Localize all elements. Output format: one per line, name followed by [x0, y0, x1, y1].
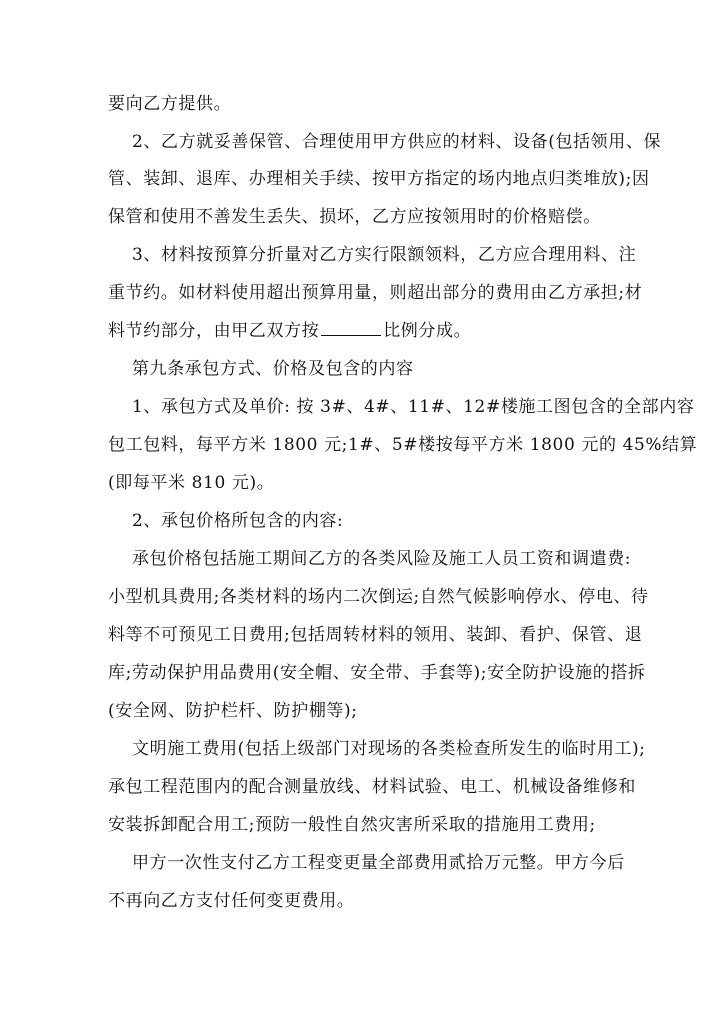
paragraph-line: 2、承包价格所包含的内容:: [132, 511, 344, 531]
paragraph-line: 1、承包方式及单价: 按 3#、4#、11#、12#楼施工图包含的全部内容: [132, 397, 695, 417]
text-line: 不再向乙方支付任何变更费用。: [108, 891, 355, 911]
text-line: 安装拆卸配合用工;预防一般性自然灾害所采取的措施用工费用;: [108, 815, 596, 835]
section-heading: 第九条承包方式、价格及包含的内容: [132, 359, 414, 379]
paragraph-line: 甲方一次性支付乙方工程变更量全部费用贰拾万元整。甲方今后: [132, 853, 625, 873]
text-line: 重节约。如材料使用超出预算用量，则超出部分的费用由乙方承担;材: [108, 283, 643, 303]
paragraph-3-line: 3、材料按预算分折量对乙方实行限额领料，乙方应合理用料、注: [132, 245, 637, 265]
fill-in-blank: [321, 319, 381, 336]
paragraph-2-line: 2、乙方就妥善保管、合理使用甲方供应的材料、设备(包括领用、保: [132, 132, 662, 152]
text-line: 保管和使用不善发生丢失、损坏，乙方应按领用时的价格赔偿。: [108, 207, 601, 227]
text-segment: 比例分成。: [383, 321, 472, 341]
text-line: (安全网、防护栏杆、防护棚等);: [108, 701, 358, 721]
text-line: 管、装卸、退库、办理相关手续、按甲方指定的场内地点归类堆放);因: [108, 169, 650, 189]
text-line: 库;劳动保护用品费用(安全帽、安全带、手套等);安全防护设施的搭拆: [108, 663, 646, 683]
text-line: 料等不可预见工日费用;包括周转材料的领用、装卸、看护、保管、退: [108, 625, 643, 645]
text-line: 包工包料，每平方米 1800 元;1#、5#楼按每平方米 1800 元的 45%结算: [108, 435, 698, 455]
text-line: 要向乙方提供。: [108, 94, 232, 114]
paragraph-line: 文明施工费用(包括上级部门对现场的各类检查所发生的临时用工);: [132, 739, 646, 759]
text-segment: 料节约部分，由甲乙双方按: [108, 321, 320, 341]
paragraph-line: 承包价格包括施工期间乙方的各类风险及施工人员工资和调遣费:: [132, 549, 632, 569]
text-line: 小型机具费用;各类材料的场内二次倒运;自然气候影响停水、停电、待: [108, 587, 649, 607]
text-line-with-blank: [108, 319, 471, 343]
text-line: 承包工程范围内的配合测量放线、材料试验、电工、机械设备维修和: [108, 777, 636, 797]
text-line: (即每平米 810 元)。: [108, 473, 275, 493]
